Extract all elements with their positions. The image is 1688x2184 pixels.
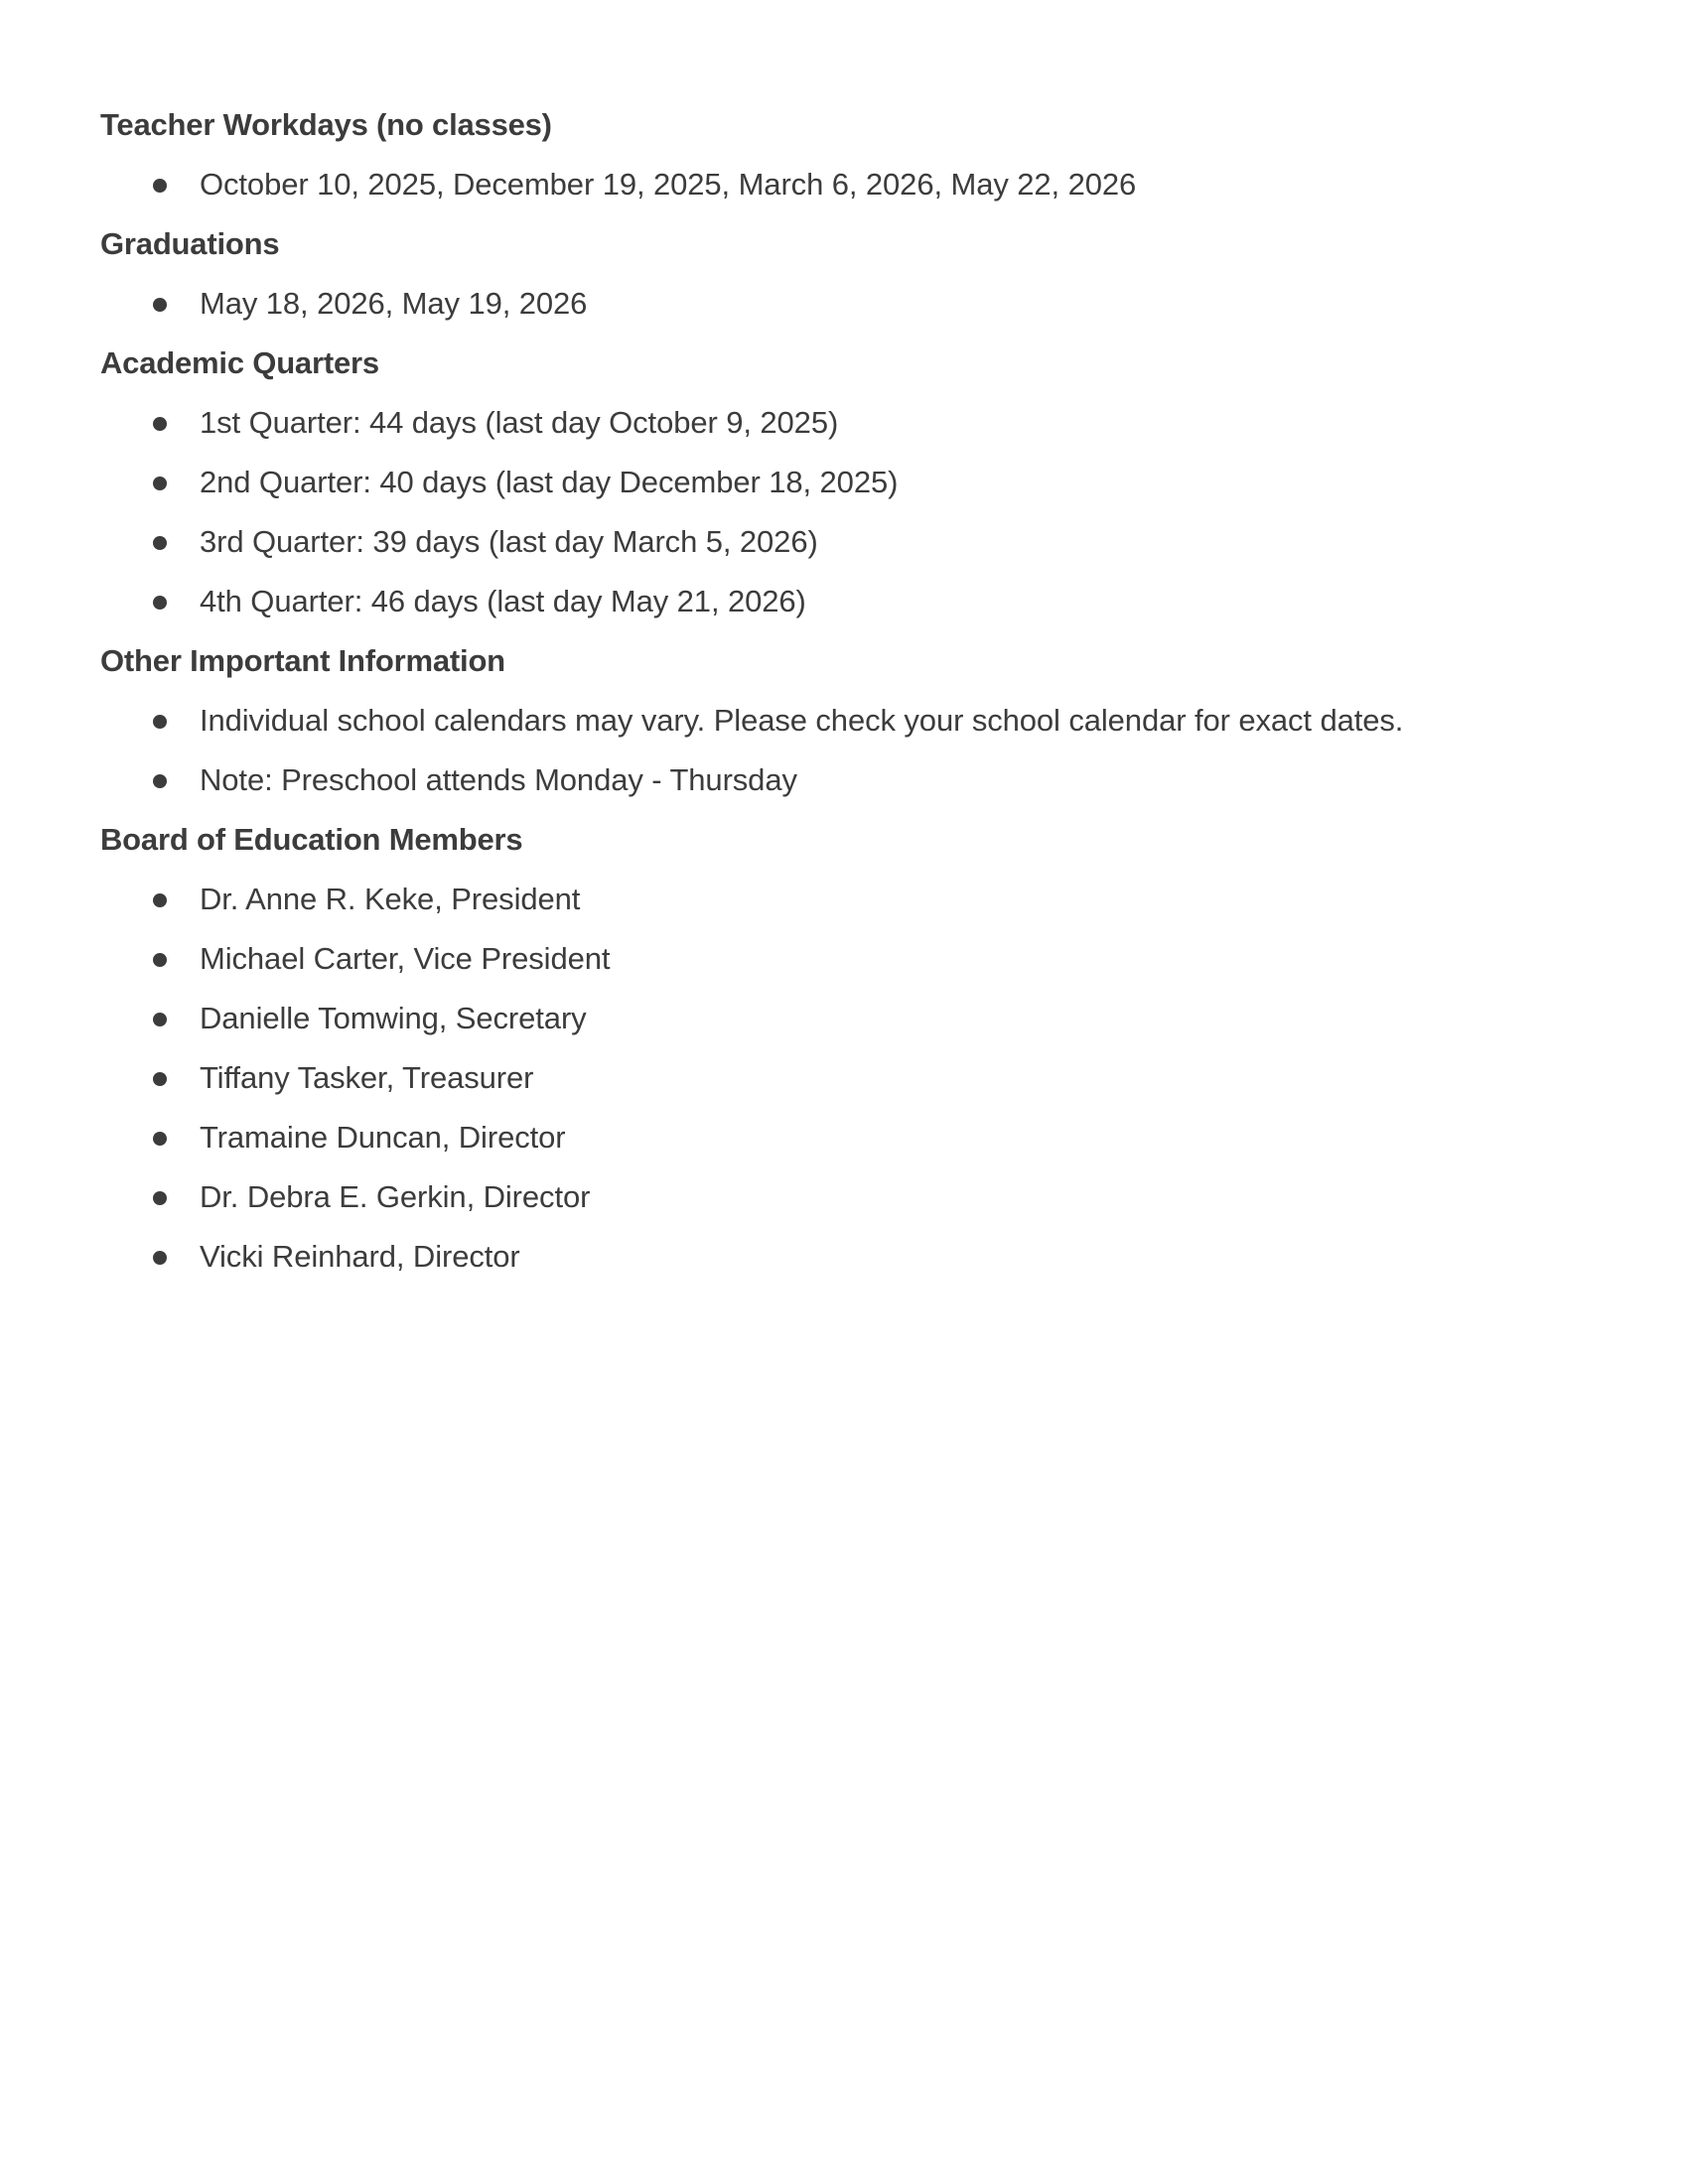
section-heading: Other Important Information (100, 643, 505, 678)
list-item-text: Michael Carter, Vice President (200, 941, 611, 976)
list-item (100, 1048, 1590, 1108)
list-item (100, 512, 1590, 572)
bullet-icon (153, 1013, 167, 1026)
section-board-members (100, 810, 1590, 1287)
list-item (100, 572, 1590, 631)
list-item-text: 4th Quarter: 46 days (last day May 21, 2026) (200, 584, 806, 618)
section-heading: Teacher Workdays (no classes) (100, 107, 552, 142)
list-item-text: Vicki Reinhard, Director (200, 1239, 520, 1274)
bullet-icon (153, 417, 167, 431)
list-item-text: Note: Preschool attends Monday - Thursday (200, 762, 797, 797)
bullet-icon (153, 477, 167, 490)
list-item-text: October 10, 2025, December 19, 2025, March 6, 2026, May 22, 2026 (200, 167, 1137, 202)
section-graduations (100, 214, 1590, 334)
bullet-icon (153, 1191, 167, 1205)
bullet-icon (153, 1132, 167, 1146)
list-item (100, 929, 1590, 989)
bullet-icon (153, 1072, 167, 1086)
list-item (100, 989, 1590, 1048)
section-heading: Board of Education Members (100, 822, 523, 857)
document-content (100, 95, 1590, 1287)
bullet-icon (153, 953, 167, 967)
list-item (100, 453, 1590, 512)
list-item-text: 2nd Quarter: 40 days (last day December 18, 2025) (200, 465, 899, 499)
bullet-icon (153, 774, 167, 788)
bullet-icon (153, 715, 167, 729)
list-item-text: 1st Quarter: 44 days (last day October 9, 2025) (200, 405, 839, 440)
section-academic-quarters (100, 334, 1590, 631)
list-item-text: Danielle Tomwing, Secretary (200, 1001, 587, 1035)
list-item (100, 1167, 1590, 1227)
list-item-text: Individual school calendars may vary. Please check your school calendar for exact dates. (200, 703, 1404, 738)
bullet-list (100, 393, 1590, 631)
list-item-text: Dr. Debra E. Gerkin, Director (200, 1179, 591, 1214)
bullet-list (100, 870, 1590, 1287)
bullet-list (100, 155, 1590, 214)
list-item (100, 274, 1590, 334)
list-item-text: Tiffany Tasker, Treasurer (200, 1060, 534, 1095)
list-item (100, 1108, 1590, 1167)
bullet-list (100, 274, 1590, 334)
list-item-text: 3rd Quarter: 39 days (last day March 5, 2026) (200, 524, 818, 559)
list-item-text: May 18, 2026, May 19, 2026 (200, 286, 588, 321)
list-item (100, 751, 1590, 810)
section-heading: Academic Quarters (100, 345, 379, 380)
section-teacher-workdays (100, 95, 1590, 214)
list-item (100, 1227, 1590, 1287)
bullet-icon (153, 536, 167, 550)
section-other-information (100, 631, 1590, 810)
list-item (100, 870, 1590, 929)
bullet-list (100, 691, 1590, 810)
list-item-text: Dr. Anne R. Keke, President (200, 882, 581, 916)
list-item (100, 691, 1590, 751)
bullet-icon (153, 298, 167, 312)
list-item (100, 155, 1590, 214)
section-heading: Graduations (100, 226, 280, 261)
list-item-text: Tramaine Duncan, Director (200, 1120, 566, 1155)
list-item (100, 393, 1590, 453)
bullet-icon (153, 179, 167, 193)
bullet-icon (153, 1251, 167, 1265)
bullet-icon (153, 893, 167, 907)
bullet-icon (153, 596, 167, 610)
